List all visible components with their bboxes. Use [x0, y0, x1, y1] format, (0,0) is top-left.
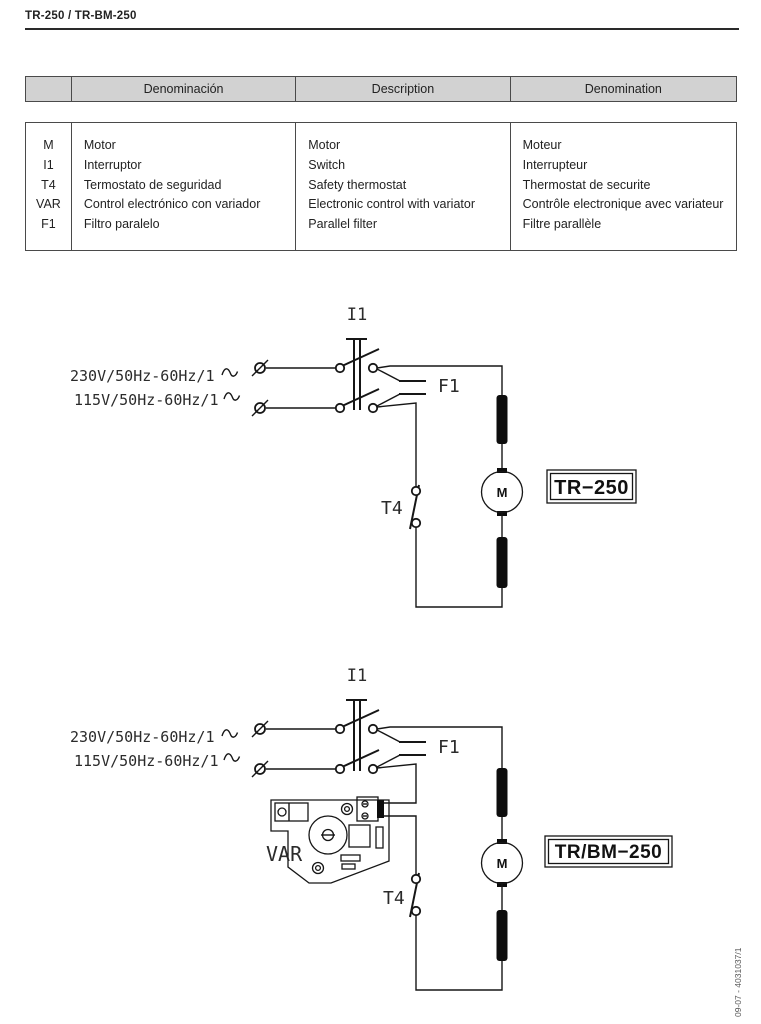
thermostat-label: T4	[383, 888, 405, 909]
model-badge-tr250	[547, 470, 636, 503]
voltage-label-230: 230V/50Hz-60Hz/1	[70, 728, 215, 746]
phase-terminal-icon	[252, 721, 268, 777]
diagram-trbm250	[70, 666, 672, 990]
field-winding-bar	[497, 537, 508, 588]
contact-node	[369, 725, 377, 733]
header-cell-description: Description	[295, 77, 509, 101]
es-cell: Interruptor	[83, 157, 142, 172]
model-badge-trbm250	[545, 836, 672, 867]
thermostat-label: T4	[381, 498, 403, 519]
contact-node	[336, 725, 344, 733]
filter-label: F1	[438, 737, 460, 758]
es-cell: Filtro paralelo	[83, 217, 160, 232]
field-winding-bar	[497, 768, 508, 817]
header-cell-denominacion: Denominación	[71, 77, 295, 101]
field-winding-bar	[497, 395, 508, 444]
contact-node	[369, 765, 377, 773]
wire-to-variator	[377, 764, 416, 803]
wire-return	[377, 403, 416, 487]
doc-number: 09-07 - 4031037/1	[733, 947, 743, 1017]
es-cell: Motor	[83, 138, 116, 152]
fr-cell: Filtre parallèle	[522, 217, 602, 232]
contact-node	[336, 404, 344, 412]
ac-sine-icon	[224, 754, 240, 761]
code-cell: I1	[43, 157, 54, 172]
thermostat-t4-symbol	[410, 873, 420, 917]
variator-label: VAR	[266, 842, 303, 866]
fr-cell: Thermostat de securite	[522, 177, 651, 192]
field-winding-bar	[497, 910, 508, 961]
filter-f1-symbol	[377, 369, 426, 406]
fr-cell: Moteur	[522, 138, 562, 152]
filter-f1-symbol	[377, 730, 426, 767]
en-cell: Parallel filter	[308, 217, 378, 232]
fr-cell: Interrupteur	[522, 157, 588, 172]
motor-symbol	[482, 468, 523, 516]
ac-sine-icon	[222, 369, 238, 376]
phase-terminal-icon	[252, 360, 268, 416]
motor-label: M	[496, 485, 508, 500]
voltage-label-230: 230V/50Hz-60Hz/1	[70, 367, 215, 385]
model-label: TR/BM−250	[554, 842, 663, 863]
header-cell-denomination: Denomination	[510, 77, 736, 101]
potentiometer-icon	[309, 816, 347, 854]
switch-i1-symbol	[342, 339, 379, 410]
wire-bottom-rail	[416, 915, 502, 990]
en-cell: Switch	[308, 157, 346, 172]
variator-board	[271, 797, 389, 883]
code-cell: T4	[41, 177, 56, 192]
contact-node	[336, 364, 344, 372]
filter-label: F1	[438, 376, 460, 397]
es-cell: Termostato de seguridad	[83, 177, 222, 192]
page-title: TR-250 / TR-BM-250	[25, 10, 137, 22]
code-cell: F1	[41, 217, 56, 232]
switch-label: I1	[346, 305, 368, 325]
fr-cell: Contrôle electronique avec variateur	[522, 197, 724, 212]
voltage-label-115: 115V/50Hz-60Hz/1	[74, 391, 219, 409]
switch-label: I1	[346, 666, 368, 686]
contact-node	[369, 404, 377, 412]
diagram-tr250	[70, 305, 636, 607]
ac-sine-icon	[224, 393, 240, 400]
code-cell: VAR	[36, 197, 61, 212]
es-cell: Control electrónico con variador	[83, 197, 261, 212]
contact-node	[369, 364, 377, 372]
en-cell: Electronic control with variator	[308, 197, 475, 212]
en-cell: Safety thermostat	[308, 177, 407, 192]
wire-bottom-rail	[416, 527, 502, 607]
voltage-label-115: 115V/50Hz-60Hz/1	[74, 752, 219, 770]
switch-i1-symbol	[342, 700, 379, 771]
ac-sine-icon	[222, 730, 238, 737]
en-cell: Motor	[308, 138, 341, 152]
motor-symbol	[482, 839, 523, 887]
model-label: TR−250	[554, 477, 629, 499]
thermostat-t4-symbol	[410, 485, 420, 529]
code-cell: M	[43, 138, 54, 152]
contact-node	[336, 765, 344, 773]
motor-label: M	[496, 856, 508, 871]
